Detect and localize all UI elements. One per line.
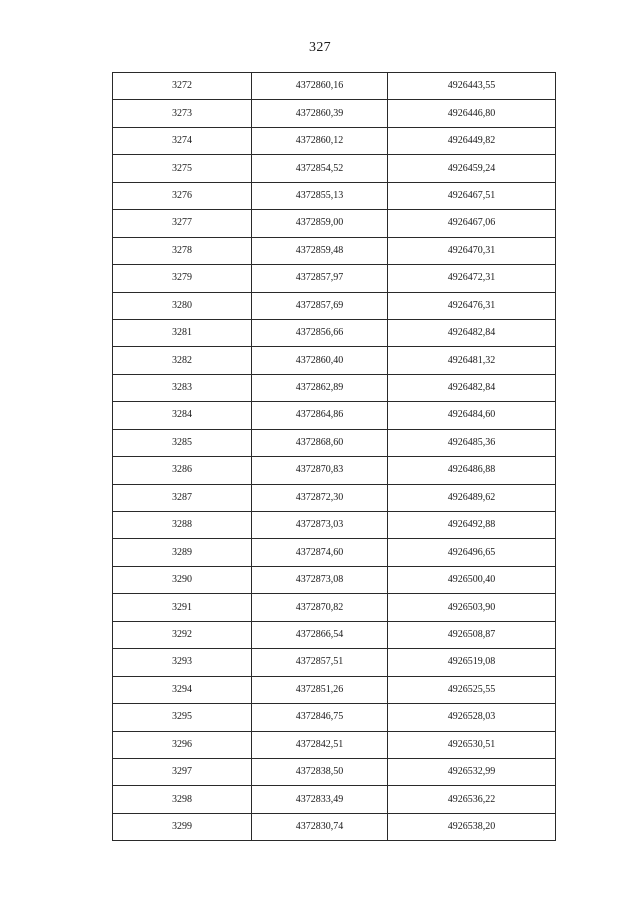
- y-coordinate-cell: 4926476,31: [388, 292, 556, 319]
- y-coordinate-cell: 4926484,60: [388, 402, 556, 429]
- table-row: [113, 649, 556, 676]
- x-coordinate-cell: 4372857,51: [252, 649, 388, 676]
- x-coordinate-cell: 4372872,30: [252, 484, 388, 511]
- table-row: [113, 429, 556, 456]
- table-row: [113, 265, 556, 292]
- point-number-cell: 3297: [113, 758, 252, 785]
- point-number-cell: 3299: [113, 813, 252, 840]
- point-number-cell: 3277: [113, 210, 252, 237]
- x-coordinate-cell: 4372860,39: [252, 100, 388, 127]
- x-coordinate-cell: 4372859,00: [252, 210, 388, 237]
- table-row: [113, 731, 556, 758]
- x-coordinate-cell: 4372842,51: [252, 731, 388, 758]
- y-coordinate-cell: 4926443,55: [388, 73, 556, 100]
- y-coordinate-cell: 4926496,65: [388, 539, 556, 566]
- point-number-cell: 3273: [113, 100, 252, 127]
- table-row: [113, 319, 556, 346]
- coordinates-table: [112, 72, 556, 841]
- point-number-cell: 3289: [113, 539, 252, 566]
- table-row: [113, 457, 556, 484]
- x-coordinate-cell: 4372830,74: [252, 813, 388, 840]
- y-coordinate-cell: 4926482,84: [388, 319, 556, 346]
- x-coordinate-cell: 4372862,89: [252, 374, 388, 401]
- x-coordinate-cell: 4372873,03: [252, 512, 388, 539]
- y-coordinate-cell: 4926525,55: [388, 676, 556, 703]
- x-coordinate-cell: 4372857,69: [252, 292, 388, 319]
- table-row: [113, 566, 556, 593]
- table-row: [113, 704, 556, 731]
- point-number-cell: 3278: [113, 237, 252, 264]
- y-coordinate-cell: 4926536,22: [388, 786, 556, 813]
- table-row: [113, 512, 556, 539]
- point-number-cell: 3284: [113, 402, 252, 429]
- point-number-cell: 3291: [113, 594, 252, 621]
- x-coordinate-cell: 4372854,52: [252, 155, 388, 182]
- table-row: [113, 237, 556, 264]
- y-coordinate-cell: 4926528,03: [388, 704, 556, 731]
- x-coordinate-cell: 4372860,12: [252, 127, 388, 154]
- y-coordinate-cell: 4926467,51: [388, 182, 556, 209]
- point-number-cell: 3287: [113, 484, 252, 511]
- y-coordinate-cell: 4926467,06: [388, 210, 556, 237]
- point-number-cell: 3295: [113, 704, 252, 731]
- table-row: [113, 155, 556, 182]
- point-number-cell: 3279: [113, 265, 252, 292]
- y-coordinate-cell: 4926538,20: [388, 813, 556, 840]
- table-row: [113, 676, 556, 703]
- coordinates-table-body: [113, 73, 556, 841]
- point-number-cell: 3296: [113, 731, 252, 758]
- y-coordinate-cell: 4926519,08: [388, 649, 556, 676]
- point-number-cell: 3285: [113, 429, 252, 456]
- y-coordinate-cell: 4926508,87: [388, 621, 556, 648]
- y-coordinate-cell: 4926485,36: [388, 429, 556, 456]
- table-row: [113, 621, 556, 648]
- x-coordinate-cell: 4372864,86: [252, 402, 388, 429]
- point-number-cell: 3286: [113, 457, 252, 484]
- table-row: [113, 73, 556, 100]
- x-coordinate-cell: 4372866,54: [252, 621, 388, 648]
- x-coordinate-cell: 4372868,60: [252, 429, 388, 456]
- x-coordinate-cell: 4372874,60: [252, 539, 388, 566]
- point-number-cell: 3293: [113, 649, 252, 676]
- y-coordinate-cell: 4926500,40: [388, 566, 556, 593]
- x-coordinate-cell: 4372859,48: [252, 237, 388, 264]
- point-number-cell: 3294: [113, 676, 252, 703]
- table-row: [113, 758, 556, 785]
- y-coordinate-cell: 4926489,62: [388, 484, 556, 511]
- table-row: [113, 210, 556, 237]
- x-coordinate-cell: 4372860,16: [252, 73, 388, 100]
- table-row: [113, 347, 556, 374]
- y-coordinate-cell: 4926532,99: [388, 758, 556, 785]
- point-number-cell: 3274: [113, 127, 252, 154]
- point-number-cell: 3272: [113, 73, 252, 100]
- y-coordinate-cell: 4926470,31: [388, 237, 556, 264]
- x-coordinate-cell: 4372855,13: [252, 182, 388, 209]
- y-coordinate-cell: 4926459,24: [388, 155, 556, 182]
- point-number-cell: 3280: [113, 292, 252, 319]
- table-row: [113, 786, 556, 813]
- x-coordinate-cell: 4372857,97: [252, 265, 388, 292]
- y-coordinate-cell: 4926472,31: [388, 265, 556, 292]
- point-number-cell: 3281: [113, 319, 252, 346]
- point-number-cell: 3282: [113, 347, 252, 374]
- point-number-cell: 3288: [113, 512, 252, 539]
- y-coordinate-cell: 4926503,90: [388, 594, 556, 621]
- y-coordinate-cell: 4926449,82: [388, 127, 556, 154]
- x-coordinate-cell: 4372860,40: [252, 347, 388, 374]
- x-coordinate-cell: 4372833,49: [252, 786, 388, 813]
- page-number: 327: [309, 40, 331, 55]
- x-coordinate-cell: 4372838,50: [252, 758, 388, 785]
- x-coordinate-cell: 4372873,08: [252, 566, 388, 593]
- y-coordinate-cell: 4926481,32: [388, 347, 556, 374]
- y-coordinate-cell: 4926446,80: [388, 100, 556, 127]
- table-row: [113, 374, 556, 401]
- table-row: [113, 594, 556, 621]
- y-coordinate-cell: 4926530,51: [388, 731, 556, 758]
- x-coordinate-cell: 4372870,82: [252, 594, 388, 621]
- y-coordinate-cell: 4926492,88: [388, 512, 556, 539]
- table-row: [113, 127, 556, 154]
- point-number-cell: 3292: [113, 621, 252, 648]
- table-row: [113, 402, 556, 429]
- table-row: [113, 539, 556, 566]
- x-coordinate-cell: 4372856,66: [252, 319, 388, 346]
- y-coordinate-cell: 4926486,88: [388, 457, 556, 484]
- point-number-cell: 3276: [113, 182, 252, 209]
- table-row: [113, 813, 556, 840]
- point-number-cell: 3283: [113, 374, 252, 401]
- y-coordinate-cell: 4926482,84: [388, 374, 556, 401]
- table-row: [113, 100, 556, 127]
- table-row: [113, 484, 556, 511]
- table-row: [113, 182, 556, 209]
- point-number-cell: 3298: [113, 786, 252, 813]
- x-coordinate-cell: 4372870,83: [252, 457, 388, 484]
- point-number-cell: 3290: [113, 566, 252, 593]
- point-number-cell: 3275: [113, 155, 252, 182]
- table-row: [113, 292, 556, 319]
- x-coordinate-cell: 4372846,75: [252, 704, 388, 731]
- x-coordinate-cell: 4372851,26: [252, 676, 388, 703]
